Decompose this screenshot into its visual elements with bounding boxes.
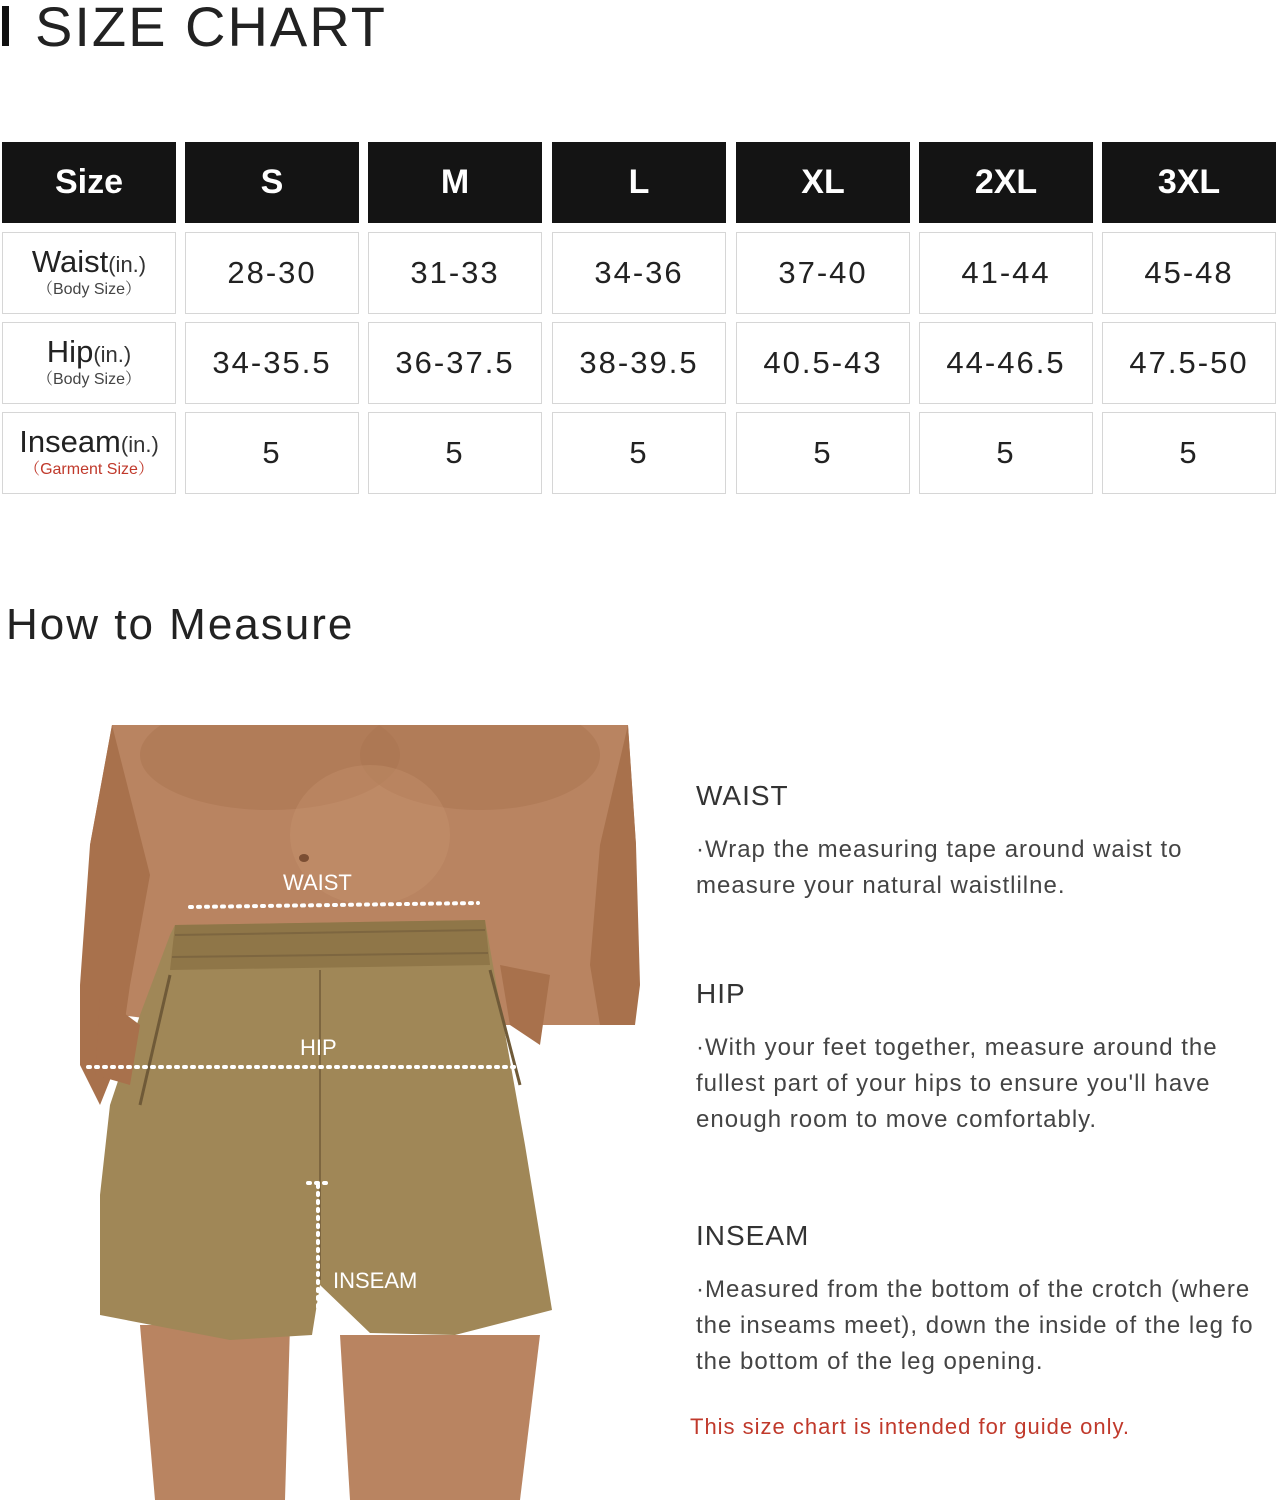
cell-waist-xl: 37-40 <box>736 232 910 314</box>
cell-waist-s: 28-30 <box>185 232 359 314</box>
hip-heading: HIP <box>696 978 746 1009</box>
page-title: SIZE CHART <box>35 0 387 58</box>
row-label-hip <box>2 322 176 404</box>
cell-waist-m: 31-33 <box>368 232 542 314</box>
row-label-sub: （Garment Size） <box>24 460 154 478</box>
how-to-measure-title: How to Measure <box>6 600 355 649</box>
inseam-instruction <box>696 1220 1256 1380</box>
title-accent-bar <box>2 6 9 46</box>
header-size-xl: XL <box>736 142 910 223</box>
cell-inseam-xl: 5 <box>736 412 910 494</box>
row-label-unit: (in.) <box>93 341 132 367</box>
row-label-main <box>31 243 147 280</box>
photo-label-inseam: INSEAM <box>333 1268 418 1293</box>
cell-hip-2xl: 44-46.5 <box>919 322 1093 404</box>
cell-inseam-l: 5 <box>552 412 726 494</box>
cell-inseam-m: 5 <box>368 412 542 494</box>
row-label-unit: (in.) <box>120 431 159 457</box>
cell-waist-l: 34-36 <box>552 232 726 314</box>
header-size-s: S <box>185 142 359 223</box>
cell-inseam-s: 5 <box>185 412 359 494</box>
photo-label-waist: WAIST <box>283 870 352 895</box>
row-label-inseam <box>2 412 176 494</box>
row-label-waist <box>2 232 176 314</box>
guide-note: This size chart is intended for guide only. <box>690 1414 1131 1439</box>
row-label-sub: （Body Size） <box>36 370 142 388</box>
row-label-unit: (in.) <box>108 251 147 277</box>
header-size-l: L <box>552 142 726 223</box>
row-label-main <box>19 423 159 460</box>
cell-inseam-3xl: 5 <box>1102 412 1276 494</box>
row-label-sub: （Body Size） <box>36 280 142 298</box>
row-label-text: Hip <box>46 333 94 369</box>
inseam-heading: INSEAM <box>696 1220 810 1251</box>
measurement-photo <box>80 725 640 1500</box>
cell-waist-3xl: 45-48 <box>1102 232 1276 314</box>
header-size-label: Size <box>2 142 176 223</box>
waist-instruction <box>696 780 1256 904</box>
photo-label-hip: HIP <box>300 1035 337 1060</box>
row-label-main <box>46 333 132 370</box>
cell-inseam-2xl: 5 <box>919 412 1093 494</box>
row-label-text: Inseam <box>19 423 121 459</box>
hip-instruction <box>696 978 1256 1138</box>
header-size-2xl: 2XL <box>919 142 1093 223</box>
waist-heading: WAIST <box>696 780 789 811</box>
inseam-text: ·Measured from the bottom of the crotch (where the inseams meet), down the inside of the leg fo the bottom of the leg opening. <box>696 1276 1254 1375</box>
row-label-text: Waist <box>31 243 109 279</box>
header-size-3xl: 3XL <box>1102 142 1276 223</box>
title-block <box>0 0 387 56</box>
cell-hip-s: 34-35.5 <box>185 322 359 404</box>
header-size-m: M <box>368 142 542 223</box>
cell-hip-m: 36-37.5 <box>368 322 542 404</box>
cell-hip-xl: 40.5-43 <box>736 322 910 404</box>
waist-text: ·Wrap the measuring tape around waist to measure your natural waistlilne. <box>696 836 1183 899</box>
cell-waist-2xl: 41-44 <box>919 232 1093 314</box>
hip-text: ·With your feet together, measure around the fullest part of your hips to ensure you'll have enough room to move comfortably. <box>696 1034 1218 1133</box>
cell-hip-3xl: 47.5-50 <box>1102 322 1276 404</box>
cell-hip-l: 38-39.5 <box>552 322 726 404</box>
